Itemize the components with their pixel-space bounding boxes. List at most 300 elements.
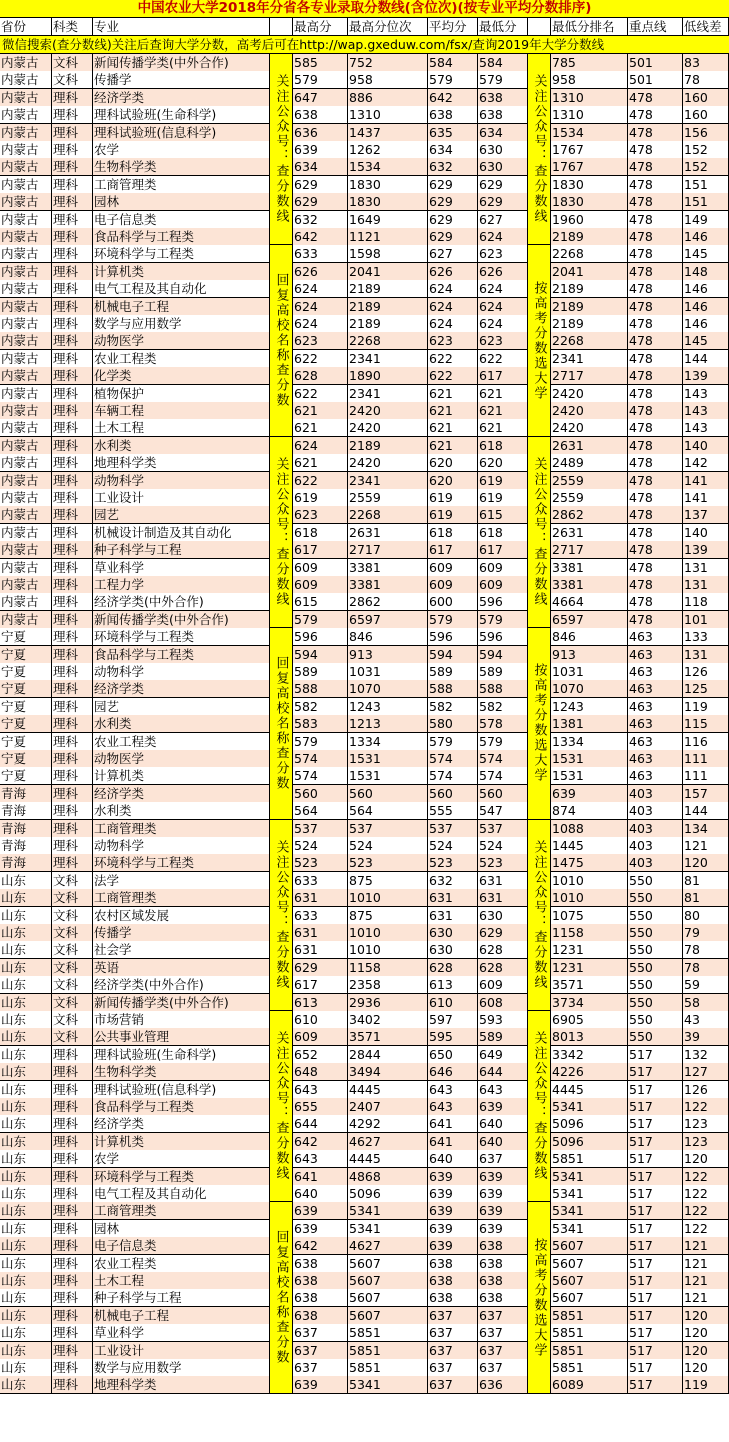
- promo-vertical-text: [528, 245, 551, 436]
- table-cell: 社会学: [93, 941, 270, 959]
- promo-text: 关注公众号：查分数线: [531, 839, 547, 990]
- table-cell: 理科: [52, 1220, 93, 1238]
- table-cell: 547: [478, 802, 528, 820]
- table-cell: 2189: [348, 298, 428, 316]
- table-cell: 637: [478, 1324, 528, 1342]
- table-cell: 403: [628, 854, 683, 872]
- table-cell: 647: [293, 89, 348, 107]
- table-cell: 青海: [0, 837, 52, 855]
- table-cell: 121: [683, 1272, 729, 1290]
- table-cell: 1890: [348, 367, 428, 385]
- table-cell: 车辆工程: [93, 402, 270, 420]
- table-row: [0, 924, 729, 942]
- table-cell: 种子科学与工程: [93, 541, 270, 559]
- table-row: [0, 837, 729, 855]
- table-cell: 1213: [348, 715, 428, 733]
- table-cell: 1830: [348, 176, 428, 194]
- table-cell: 理科: [52, 89, 93, 107]
- table-cell: 121: [683, 1255, 729, 1273]
- table-cell: 478: [628, 298, 683, 316]
- table-cell: 2420: [551, 385, 628, 403]
- table-cell: 550: [628, 941, 683, 959]
- table-cell: 理科: [52, 332, 93, 350]
- table-cell: 山东: [0, 924, 52, 942]
- table-cell: 621: [478, 402, 528, 420]
- table-cell: 理科: [52, 628, 93, 646]
- table-row: [0, 785, 729, 803]
- table-cell: 经济学类: [93, 1115, 270, 1133]
- table-cell: 550: [628, 889, 683, 907]
- table-cell: 517: [628, 1237, 683, 1255]
- table-cell: 619: [428, 489, 478, 507]
- table-cell: 621: [428, 385, 478, 403]
- table-cell: 内蒙古: [0, 385, 52, 403]
- table-cell: 478: [628, 315, 683, 333]
- table-cell: 478: [628, 211, 683, 229]
- table-cell: 501: [628, 71, 683, 89]
- notice-banner: 微信搜索(查分数线)关注后查询大学分数，高考后可在http://wap.gxeduw.com/fsx/查询2019年大学分数线: [0, 36, 729, 54]
- table-cell: 620: [428, 472, 478, 490]
- table-cell: 文科: [52, 1028, 93, 1046]
- table-cell: 639: [293, 141, 348, 159]
- table-cell: 639: [428, 1220, 478, 1238]
- table-cell: 2189: [348, 280, 428, 298]
- table-cell: 工商管理类: [93, 1202, 270, 1220]
- table-cell: 宁夏: [0, 663, 52, 681]
- table-cell: 理科: [52, 1046, 93, 1064]
- table-cell: 550: [628, 1028, 683, 1046]
- table-cell: 土木工程: [93, 1272, 270, 1290]
- table-cell: 637: [478, 1150, 528, 1168]
- table-cell: 478: [628, 193, 683, 211]
- table-cell: 公共事业管理: [93, 1028, 270, 1046]
- table-cell: 579: [478, 611, 528, 629]
- table-cell: 156: [683, 124, 729, 142]
- table-cell: 山东: [0, 1307, 52, 1325]
- table-cell: 2268: [551, 332, 628, 350]
- table-cell: 633: [293, 872, 348, 890]
- table-cell: 517: [628, 1324, 683, 1342]
- table-cell: 620: [428, 454, 478, 472]
- table-cell: 内蒙古: [0, 298, 52, 316]
- table-cell: 山东: [0, 889, 52, 907]
- table-cell: 639: [478, 1185, 528, 1203]
- table-cell: 639: [293, 1202, 348, 1220]
- table-cell: 846: [348, 628, 428, 646]
- table-cell: 537: [348, 820, 428, 838]
- table-cell: 农学: [93, 1150, 270, 1168]
- table-cell: 642: [428, 89, 478, 107]
- table-cell: 1070: [551, 680, 628, 698]
- table-row: [0, 959, 729, 977]
- table-cell: 农业工程类: [93, 1255, 270, 1273]
- table-cell: 628: [478, 959, 528, 977]
- table-cell: 550: [628, 872, 683, 890]
- table-cell: 143: [683, 419, 729, 437]
- table-cell: 理科: [52, 837, 93, 855]
- table-cell: 636: [293, 124, 348, 142]
- table-cell: 637: [428, 1307, 478, 1325]
- table-cell: 2862: [551, 506, 628, 524]
- table-cell: 613: [428, 976, 478, 994]
- table-cell: 2420: [551, 419, 628, 437]
- table-cell: 125: [683, 680, 729, 698]
- table-cell: 1243: [551, 698, 628, 716]
- table-cell: 2189: [348, 315, 428, 333]
- table-cell: 文科: [52, 872, 93, 890]
- table-row: [0, 263, 729, 281]
- table-cell: 127: [683, 1063, 729, 1081]
- table-row: [0, 298, 729, 316]
- table-cell: 574: [293, 750, 348, 768]
- table-cell: 宁夏: [0, 733, 52, 751]
- table-cell: 5341: [551, 1185, 628, 1203]
- table-cell: 641: [293, 1168, 348, 1186]
- table-cell: 579: [428, 71, 478, 89]
- table-cell: 594: [478, 646, 528, 664]
- table-cell: 机械电子工程: [93, 298, 270, 316]
- table-row: [0, 106, 729, 124]
- table-row: [0, 158, 729, 176]
- table-row: [0, 350, 729, 368]
- table-cell: 145: [683, 332, 729, 350]
- table-cell: 5096: [551, 1115, 628, 1133]
- table-cell: 内蒙古: [0, 263, 52, 281]
- table-cell: 463: [628, 663, 683, 681]
- table-cell: 550: [628, 976, 683, 994]
- promo-vertical-text: [528, 1011, 551, 1202]
- table-row: [0, 1046, 729, 1064]
- table-cell: 582: [428, 698, 478, 716]
- table-cell: 文科: [52, 924, 93, 942]
- table-cell: 624: [478, 298, 528, 316]
- table-cell: 1031: [348, 663, 428, 681]
- table-cell: 计算机类: [93, 767, 270, 785]
- table-cell: 115: [683, 715, 729, 733]
- table-cell: 青海: [0, 785, 52, 803]
- table-cell: 517: [628, 1376, 683, 1394]
- table-row: [0, 506, 729, 524]
- table-cell: 111: [683, 750, 729, 768]
- table-cell: 5607: [551, 1255, 628, 1273]
- table-row: [0, 1028, 729, 1046]
- table-cell: 内蒙古: [0, 593, 52, 611]
- table-cell: 环境科学与工程类: [93, 1168, 270, 1186]
- table-row: [0, 872, 729, 890]
- table-cell: 5096: [551, 1133, 628, 1151]
- promo-vertical-text: [528, 437, 551, 628]
- table-row: [0, 454, 729, 472]
- table-cell: 食品科学与工程类: [93, 228, 270, 246]
- table-cell: 2420: [551, 402, 628, 420]
- table-cell: 山东: [0, 907, 52, 925]
- table-cell: 山东: [0, 1133, 52, 1151]
- promo-text: 关注公众号：查分数线: [531, 74, 547, 225]
- table-cell: 621: [428, 437, 478, 455]
- table-cell: 山东: [0, 959, 52, 977]
- table-cell: 2189: [551, 228, 628, 246]
- table-cell: 山东: [0, 1359, 52, 1377]
- table-cell: 理科: [52, 611, 93, 629]
- table-cell: 134: [683, 820, 729, 838]
- table-cell: 120: [683, 1359, 729, 1377]
- table-cell: 理科: [52, 385, 93, 403]
- table-cell: 560: [478, 785, 528, 803]
- table-cell: 140: [683, 437, 729, 455]
- table-cell: 637: [428, 1342, 478, 1360]
- table-cell: 126: [683, 1081, 729, 1099]
- table-cell: 英语: [93, 959, 270, 977]
- table-cell: 理科: [52, 350, 93, 368]
- table-cell: 119: [683, 698, 729, 716]
- table-cell: 3342: [551, 1046, 628, 1064]
- table-row: [0, 593, 729, 611]
- table-row: [0, 211, 729, 229]
- table-cell: 内蒙古: [0, 559, 52, 577]
- table-cell: 3381: [348, 559, 428, 577]
- table-cell: 内蒙古: [0, 489, 52, 507]
- table-cell: 理科: [52, 1376, 93, 1394]
- table-cell: 617: [293, 541, 348, 559]
- table-cell: 637: [293, 1342, 348, 1360]
- table-cell: 1158: [551, 924, 628, 942]
- table-cell: 传播学: [93, 71, 270, 89]
- table-row: [0, 437, 729, 455]
- table-cell: 理科: [52, 472, 93, 490]
- table-cell: 园艺: [93, 506, 270, 524]
- table-cell: 理科试验班(信息科学): [93, 124, 270, 142]
- table-cell: 3571: [348, 1028, 428, 1046]
- table-cell: 内蒙古: [0, 280, 52, 298]
- table-cell: 624: [293, 437, 348, 455]
- table-cell: 内蒙古: [0, 193, 52, 211]
- table-cell: 628: [428, 959, 478, 977]
- table-cell: 5851: [348, 1342, 428, 1360]
- table-cell: 589: [478, 663, 528, 681]
- table-cell: 理科: [52, 663, 93, 681]
- table-cell: 青海: [0, 802, 52, 820]
- table-cell: 638: [428, 1272, 478, 1290]
- table-cell: 655: [293, 1098, 348, 1116]
- table-cell: 631: [293, 941, 348, 959]
- table-row: [0, 1359, 729, 1377]
- table-cell: 629: [428, 193, 478, 211]
- table-row: [0, 385, 729, 403]
- table-row: [0, 941, 729, 959]
- table-cell: 5341: [551, 1220, 628, 1238]
- table-cell: 2189: [551, 280, 628, 298]
- table-cell: 4292: [348, 1115, 428, 1133]
- table-cell: 理科: [52, 820, 93, 838]
- table-cell: 582: [293, 698, 348, 716]
- table-cell: 523: [348, 854, 428, 872]
- table-cell: 4445: [348, 1150, 428, 1168]
- table-cell: 2189: [348, 437, 428, 455]
- table-cell: 622: [428, 367, 478, 385]
- table-cell: 理科: [52, 506, 93, 524]
- table-cell: 131: [683, 576, 729, 594]
- table-cell: 宁夏: [0, 680, 52, 698]
- table-cell: 152: [683, 158, 729, 176]
- table-cell: 法学: [93, 872, 270, 890]
- table-cell: 理科: [52, 559, 93, 577]
- table-cell: 山东: [0, 872, 52, 890]
- table-cell: 589: [478, 1028, 528, 1046]
- table-cell: 629: [478, 176, 528, 194]
- table-cell: 5607: [551, 1272, 628, 1290]
- table-cell: 579: [428, 611, 478, 629]
- table-cell: 622: [293, 385, 348, 403]
- table-cell: 文科: [52, 889, 93, 907]
- table-cell: 2341: [551, 350, 628, 368]
- promo-text: 关注公众号：查分数线: [273, 74, 289, 225]
- table-row: [0, 1202, 729, 1220]
- table-cell: 数学与应用数学: [93, 1359, 270, 1377]
- promo-vertical-text: [270, 1011, 293, 1202]
- table-cell: 633: [293, 907, 348, 925]
- table-cell: 经济学类: [93, 89, 270, 107]
- table-cell: 617: [478, 541, 528, 559]
- table-cell: 山东: [0, 1255, 52, 1273]
- table-cell: 141: [683, 472, 729, 490]
- table-row: [0, 1255, 729, 1273]
- header-cell: 低线差: [683, 18, 729, 36]
- table-cell: 122: [683, 1220, 729, 1238]
- table-cell: 478: [628, 89, 683, 107]
- table-cell: 水利类: [93, 437, 270, 455]
- table-cell: 622: [293, 350, 348, 368]
- table-cell: 643: [428, 1081, 478, 1099]
- table-cell: 550: [628, 1011, 683, 1029]
- table-cell: 144: [683, 350, 729, 368]
- table-cell: 内蒙古: [0, 454, 52, 472]
- table-cell: 机械电子工程: [93, 1307, 270, 1325]
- table-cell: 609: [293, 1028, 348, 1046]
- table-cell: 637: [478, 1307, 528, 1325]
- table-cell: 1531: [348, 750, 428, 768]
- table-row: [0, 576, 729, 594]
- promo-vertical-text: [270, 628, 293, 819]
- table-cell: 3402: [348, 1011, 428, 1029]
- table-cell: 1534: [348, 158, 428, 176]
- table-cell: 517: [628, 1220, 683, 1238]
- table-cell: 629: [293, 193, 348, 211]
- table-row: [0, 1168, 729, 1186]
- table-cell: 工业设计: [93, 489, 270, 507]
- table-cell: 111: [683, 767, 729, 785]
- promo-vertical-text: [270, 245, 293, 436]
- table-cell: 638: [478, 1237, 528, 1255]
- table-cell: 理科: [52, 367, 93, 385]
- table-cell: 5341: [551, 1168, 628, 1186]
- table-row: [0, 141, 729, 159]
- table-cell: 649: [478, 1046, 528, 1064]
- header-cell: 重点线: [628, 18, 683, 36]
- table-cell: 478: [628, 472, 683, 490]
- table-cell: 585: [293, 54, 348, 72]
- table-cell: 523: [293, 854, 348, 872]
- table-cell: 环境科学与工程类: [93, 245, 270, 263]
- table-cell: 内蒙古: [0, 419, 52, 437]
- table-cell: 610: [428, 994, 478, 1012]
- table-cell: 1310: [348, 106, 428, 124]
- table-cell: 理科: [52, 698, 93, 716]
- table-cell: 622: [428, 350, 478, 368]
- promo-vertical-text: [270, 437, 293, 628]
- table-cell: 139: [683, 367, 729, 385]
- table-row: [0, 907, 729, 925]
- table-row: [0, 54, 729, 72]
- table-cell: 629: [428, 211, 478, 229]
- table-cell: 550: [628, 924, 683, 942]
- table-row: [0, 472, 729, 490]
- table-cell: 理科试验班(生命科学): [93, 106, 270, 124]
- table-cell: 内蒙古: [0, 350, 52, 368]
- table-cell: 地理科学类: [93, 1376, 270, 1394]
- table-cell: 639: [478, 1098, 528, 1116]
- table-cell: 理科: [52, 1115, 93, 1133]
- table-cell: 种子科学与工程: [93, 1289, 270, 1307]
- table-cell: 643: [428, 1098, 478, 1116]
- table-cell: 631: [428, 907, 478, 925]
- table-cell: 理科: [52, 1307, 93, 1325]
- table-cell: 624: [293, 315, 348, 333]
- table-cell: 478: [628, 228, 683, 246]
- table-cell: 1243: [348, 698, 428, 716]
- table-cell: 理科: [52, 228, 93, 246]
- table-cell: 875: [348, 907, 428, 925]
- table-cell: 517: [628, 1150, 683, 1168]
- table-row: [0, 1133, 729, 1151]
- table-cell: 517: [628, 1359, 683, 1377]
- header-cell: 专业: [93, 18, 270, 36]
- table-cell: 3734: [551, 994, 628, 1012]
- table-cell: 589: [293, 663, 348, 681]
- table-cell: 630: [478, 907, 528, 925]
- table-cell: 478: [628, 245, 683, 263]
- table-cell: 913: [551, 646, 628, 664]
- table-cell: 6597: [551, 611, 628, 629]
- table-cell: 122: [683, 1185, 729, 1203]
- table-cell: 517: [628, 1081, 683, 1099]
- table-cell: 1010: [348, 941, 428, 959]
- table-cell: 524: [478, 837, 528, 855]
- table-cell: 工商管理类: [93, 820, 270, 838]
- table-cell: 5341: [348, 1376, 428, 1394]
- table-row: [0, 1063, 729, 1081]
- table-cell: 609: [428, 559, 478, 577]
- table-cell: 630: [428, 941, 478, 959]
- table-cell: 2420: [348, 454, 428, 472]
- table-cell: 621: [293, 454, 348, 472]
- table-cell: 内蒙古: [0, 472, 52, 490]
- table-cell: 874: [551, 802, 628, 820]
- table-cell: 宁夏: [0, 646, 52, 664]
- table-cell: 517: [628, 1202, 683, 1220]
- table-cell: 646: [428, 1063, 478, 1081]
- table-cell: 637: [293, 1324, 348, 1342]
- table-cell: 160: [683, 106, 729, 124]
- table-cell: 846: [551, 628, 628, 646]
- table-cell: 动物科学: [93, 472, 270, 490]
- promo-text: 按高考分数选大学: [531, 280, 547, 401]
- table-cell: 78: [683, 941, 729, 959]
- table-cell: 752: [348, 54, 428, 72]
- table-cell: 79: [683, 924, 729, 942]
- table-row: [0, 646, 729, 664]
- promo-text: 回复高校名称查分数: [273, 1230, 289, 1366]
- table-cell: 经济学类: [93, 785, 270, 803]
